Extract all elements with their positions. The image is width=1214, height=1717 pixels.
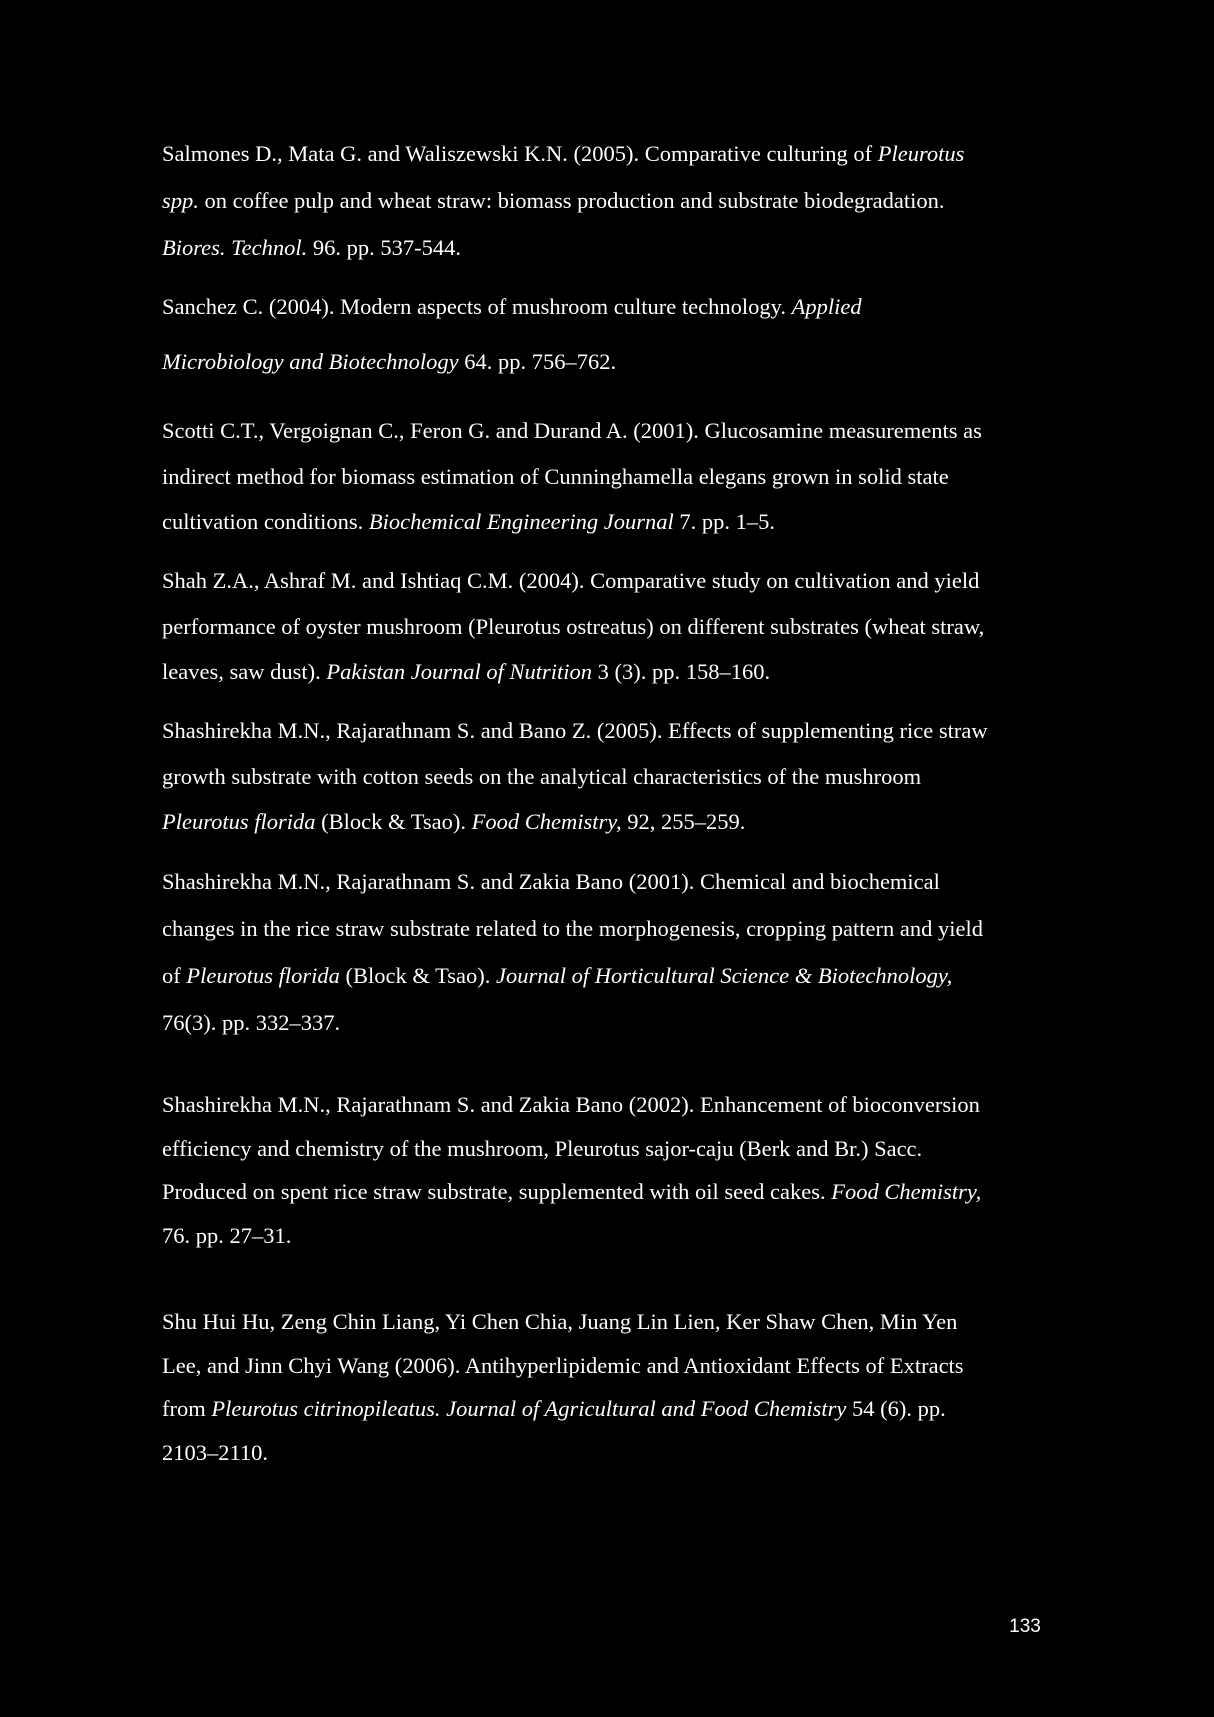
reference-line bbox=[162, 279, 1084, 334]
reference-entry bbox=[162, 1300, 1084, 1474]
reference-entry bbox=[162, 858, 1084, 1046]
text-segment: Scotti C.T., Vergoignan C., Feron G. and Durand A. (2001). Glucosamine measurements as bbox=[162, 418, 982, 443]
reference-entry bbox=[162, 558, 1084, 695]
text-segment: cultivation conditions. bbox=[162, 509, 369, 534]
text-segment: (Block & Tsao). bbox=[315, 809, 472, 834]
text-segment: 7. pp. 1–5. bbox=[673, 509, 776, 534]
italic-text-segment: Food Chemistry, bbox=[471, 809, 622, 834]
italic-text-segment: Journal of Horticultural Science & Biotechnology, bbox=[496, 963, 953, 988]
text-segment: Shah Z.A., Ashraf M. and Ishtiaq C.M. (2004). Comparative study on cultivation and yield bbox=[162, 568, 980, 593]
text-segment: 54 (6). pp. bbox=[846, 1396, 946, 1421]
reference-entry bbox=[162, 408, 1084, 545]
reference-line bbox=[162, 1344, 1084, 1388]
text-segment: Shu Hui Hu, Zeng Chin Liang, Yi Chen Chia, Juang Lin Lien, Ker Shaw Chen, Min Yen bbox=[162, 1309, 958, 1334]
text-segment: efficiency and chemistry of the mushroom, Pleurotus sajor-caju (Berk and Br.) Sacc. bbox=[162, 1135, 923, 1161]
text-segment: 76. pp. 27–31. bbox=[162, 1222, 292, 1248]
text-segment: Produced on spent rice straw substrate, supplemented with oil seed cakes. bbox=[162, 1179, 832, 1204]
italic-text-segment: Pleurotus citrinopileatus. bbox=[211, 1396, 441, 1421]
reference-line bbox=[162, 558, 1084, 604]
reference-line bbox=[162, 177, 1084, 224]
italic-text-segment: Biores. Technol. bbox=[162, 235, 308, 260]
reference-line bbox=[162, 334, 1084, 389]
text-segment: indirect method for biomass estimation of Cunninghamella elegans grown in solid state bbox=[162, 463, 949, 489]
reference-line bbox=[162, 708, 1084, 754]
text-segment: Sanchez C. (2004). Modern aspects of mushroom culture technology. bbox=[162, 294, 792, 319]
reference-line bbox=[162, 604, 1084, 650]
text-segment: 3 (3). pp. 158–160. bbox=[591, 659, 771, 684]
text-segment: Salmones D., Mata G. and Waliszewski K.N. (2005). Comparative culturing of bbox=[162, 141, 878, 166]
italic-text-segment: Pakistan Journal of Nutrition bbox=[326, 659, 592, 684]
reference-line bbox=[162, 754, 1084, 800]
reference-line bbox=[162, 1170, 1084, 1214]
italic-text-segment: spp. bbox=[162, 188, 199, 213]
reference-line bbox=[162, 858, 1084, 905]
reference-entry bbox=[162, 1083, 1084, 1257]
text-segment: Shashirekha M.N., Rajarathnam S. and Zakia Bano (2002). Enhancement of bioconversion bbox=[162, 1092, 980, 1117]
italic-text-segment: Journal of Agricultural and Food Chemistry bbox=[446, 1396, 847, 1421]
reference-line bbox=[162, 649, 1084, 695]
reference-line bbox=[162, 454, 1084, 500]
text-segment: 76(3). pp. 332–337. bbox=[162, 1010, 341, 1035]
italic-text-segment: Pleurotus florida bbox=[162, 809, 316, 834]
reference-line bbox=[162, 499, 1084, 545]
italic-text-segment: Microbiology and Biotechnology bbox=[162, 349, 459, 374]
reference-line bbox=[162, 999, 1084, 1046]
reference-line bbox=[162, 1083, 1084, 1127]
reference-line bbox=[162, 1300, 1084, 1344]
text-segment: Shashirekha M.N., Rajarathnam S. and Zakia Bano (2001). Chemical and biochemical bbox=[162, 869, 940, 894]
text-segment: growth substrate with cotton seeds on the analytical characteristics of the mushroom bbox=[162, 763, 922, 789]
text-segment: changes in the rice straw substrate related to the morphogenesis, cropping pattern and yield bbox=[162, 916, 983, 941]
reference-line bbox=[162, 952, 1084, 999]
reference-entry bbox=[162, 708, 1084, 845]
text-segment: Lee, and Jinn Chyi Wang (2006). Antihyperlipidemic and Antioxidant Effects of Extracts bbox=[162, 1352, 964, 1378]
reference-line bbox=[162, 799, 1084, 845]
italic-text-segment: Pleurotus bbox=[877, 141, 965, 166]
text-segment: leaves, saw dust). bbox=[162, 659, 327, 684]
text-segment: performance of oyster mushroom (Pleurotus ostreatus) on different substrates (wheat straw, bbox=[162, 613, 985, 639]
text-segment: Shashirekha M.N., Rajarathnam S. and Bano Z. (2005). Effects of supplementing rice straw bbox=[162, 718, 988, 743]
italic-text-segment: Biochemical Engineering Journal bbox=[368, 509, 674, 534]
reference-entry bbox=[162, 130, 1084, 271]
text-segment: on coffee pulp and wheat straw: biomass production and substrate biodegradation. bbox=[198, 188, 945, 213]
reference-line bbox=[162, 408, 1084, 454]
italic-text-segment: Applied bbox=[791, 294, 862, 319]
page-number: 133 bbox=[1009, 1616, 1041, 1637]
reference-line bbox=[162, 224, 1084, 271]
reference-entry bbox=[162, 279, 1084, 389]
reference-line bbox=[162, 1431, 1084, 1475]
text-segment: (Block & Tsao). bbox=[339, 963, 497, 988]
reference-line bbox=[162, 905, 1084, 952]
text-segment: from bbox=[162, 1396, 212, 1421]
italic-text-segment: Pleurotus florida bbox=[186, 963, 340, 988]
reference-line bbox=[162, 1214, 1084, 1258]
text-segment: 64. pp. 756–762. bbox=[458, 349, 617, 374]
reference-line bbox=[162, 1127, 1084, 1171]
text-segment: 92, 255–259. bbox=[621, 809, 746, 834]
text-segment: 2103–2110. bbox=[162, 1439, 269, 1465]
reference-line bbox=[162, 130, 1084, 177]
text-segment: 96. pp. 537-544. bbox=[307, 235, 461, 260]
text-segment: of bbox=[162, 963, 187, 988]
italic-text-segment: Food Chemistry, bbox=[831, 1179, 982, 1204]
reference-line bbox=[162, 1387, 1084, 1431]
